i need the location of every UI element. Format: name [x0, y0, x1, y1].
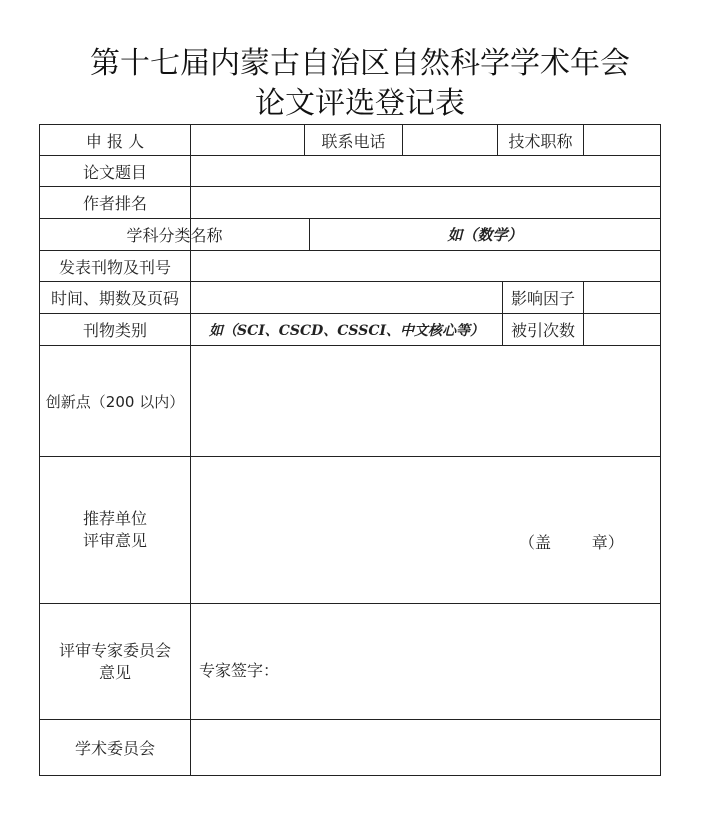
technical-title-field[interactable] — [584, 125, 660, 155]
academic-committee-label: 学术委员会 — [74, 739, 155, 758]
author-order-label: 作者排名 — [82, 194, 147, 213]
paper-title-label: 论文题目 — [82, 162, 147, 182]
time-pages-field[interactable] — [191, 282, 502, 313]
journal-type-field[interactable]: 如（SCI、CSCD、CSSCI、中文核心等） — [208, 322, 485, 339]
journal-label: 发表刊物及刊号 — [58, 257, 171, 277]
expert-signature-label: 专家签字： — [199, 661, 280, 680]
phone-label: 联系电话 — [321, 131, 386, 151]
innovation-field[interactable] — [191, 346, 660, 456]
seal-text: （盖 章） — [519, 533, 624, 552]
subject-category-field[interactable]: 如（数学） — [447, 226, 523, 244]
technical-title-label: 技术职称 — [508, 131, 573, 151]
recommend-unit-label-line1: 推荐单位 — [82, 509, 147, 528]
academic-committee-field[interactable] — [191, 720, 660, 775]
paper-title-field[interactable] — [191, 156, 660, 186]
applicant-label: 申 报 人 — [85, 131, 145, 151]
impact-factor-label: 影响因子 — [510, 289, 575, 308]
time-pages-label: 时间、期数及页码 — [50, 289, 179, 308]
expert-committee-field[interactable] — [191, 604, 660, 719]
recommend-unit-label-line2: 评审意见 — [82, 531, 147, 550]
recommend-unit-field[interactable] — [191, 457, 660, 603]
phone-field[interactable] — [403, 125, 497, 155]
expert-committee-label-line1: 评审专家委员会 — [58, 640, 171, 660]
applicant-field[interactable] — [191, 125, 304, 155]
innovation-label: 创新点（200 以内） — [45, 392, 185, 411]
recommend-unit-label — [40, 457, 190, 603]
author-order-field[interactable] — [191, 187, 660, 218]
citations-label: 被引次数 — [510, 321, 575, 340]
journal-field[interactable] — [191, 251, 660, 281]
subject-category-label: 学科分类名称 — [126, 226, 223, 245]
impact-factor-field[interactable] — [584, 282, 660, 313]
form-title-line2: 论文评选登记表 — [255, 86, 465, 121]
expert-committee-label — [40, 604, 190, 719]
form-title-line1: 第十七届内蒙古自治区自然科学学术年会 — [90, 46, 630, 81]
journal-type-label: 刊物类别 — [82, 321, 147, 340]
citations-field[interactable] — [584, 314, 660, 345]
expert-committee-label-line2: 意见 — [98, 662, 131, 682]
